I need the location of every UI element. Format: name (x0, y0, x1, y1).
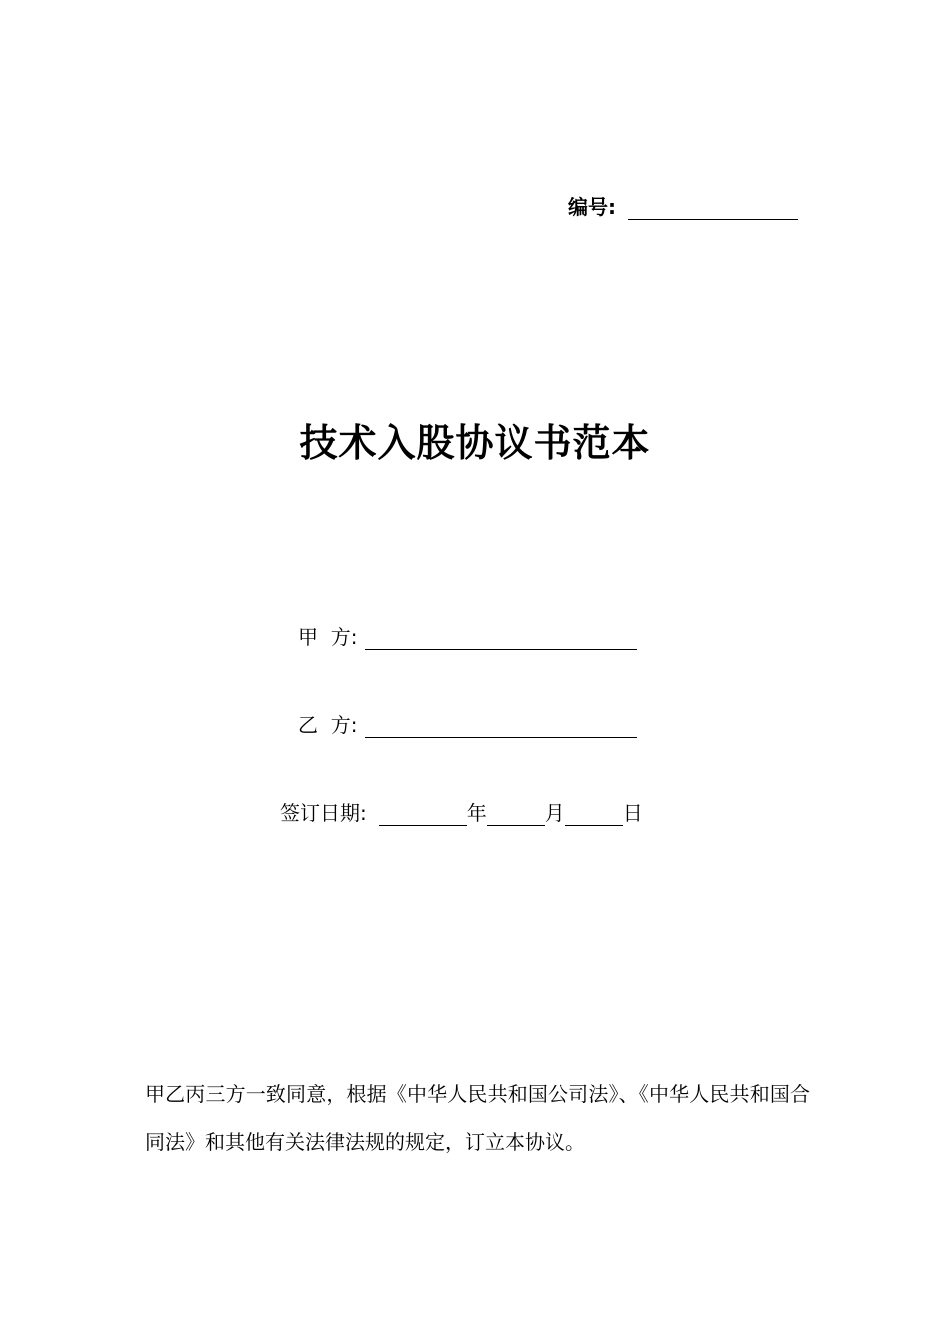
party-b-label: 乙 方: (298, 713, 358, 737)
sign-year-blank[interactable] (379, 803, 467, 826)
party-a-blank[interactable] (365, 627, 637, 650)
sign-date-row (280, 794, 643, 826)
party-a-row (298, 618, 637, 650)
intro-paragraph: 甲乙丙三方一致同意，根据《中华人民共和国公司法》、《中华人民共和国合同法》和其他有关法律法规的规定，订立本协议。 (145, 1082, 810, 1154)
sign-year-label: 年 (466, 801, 487, 825)
party-b-blank[interactable] (365, 715, 637, 738)
party-b-row (298, 706, 637, 738)
document-number-label: 编号: (568, 195, 616, 219)
sign-day-blank[interactable] (565, 803, 623, 826)
document-number-blank[interactable] (628, 197, 798, 220)
sign-month-label: 月 (544, 801, 565, 825)
document-title: 技术入股协议书范本 (299, 421, 651, 465)
sign-date-label: 签订日期: (280, 801, 367, 825)
sign-day-label: 日 (622, 801, 643, 825)
party-a-label: 甲 方: (298, 625, 358, 649)
document-number (568, 190, 798, 220)
sign-month-blank[interactable] (487, 803, 545, 826)
